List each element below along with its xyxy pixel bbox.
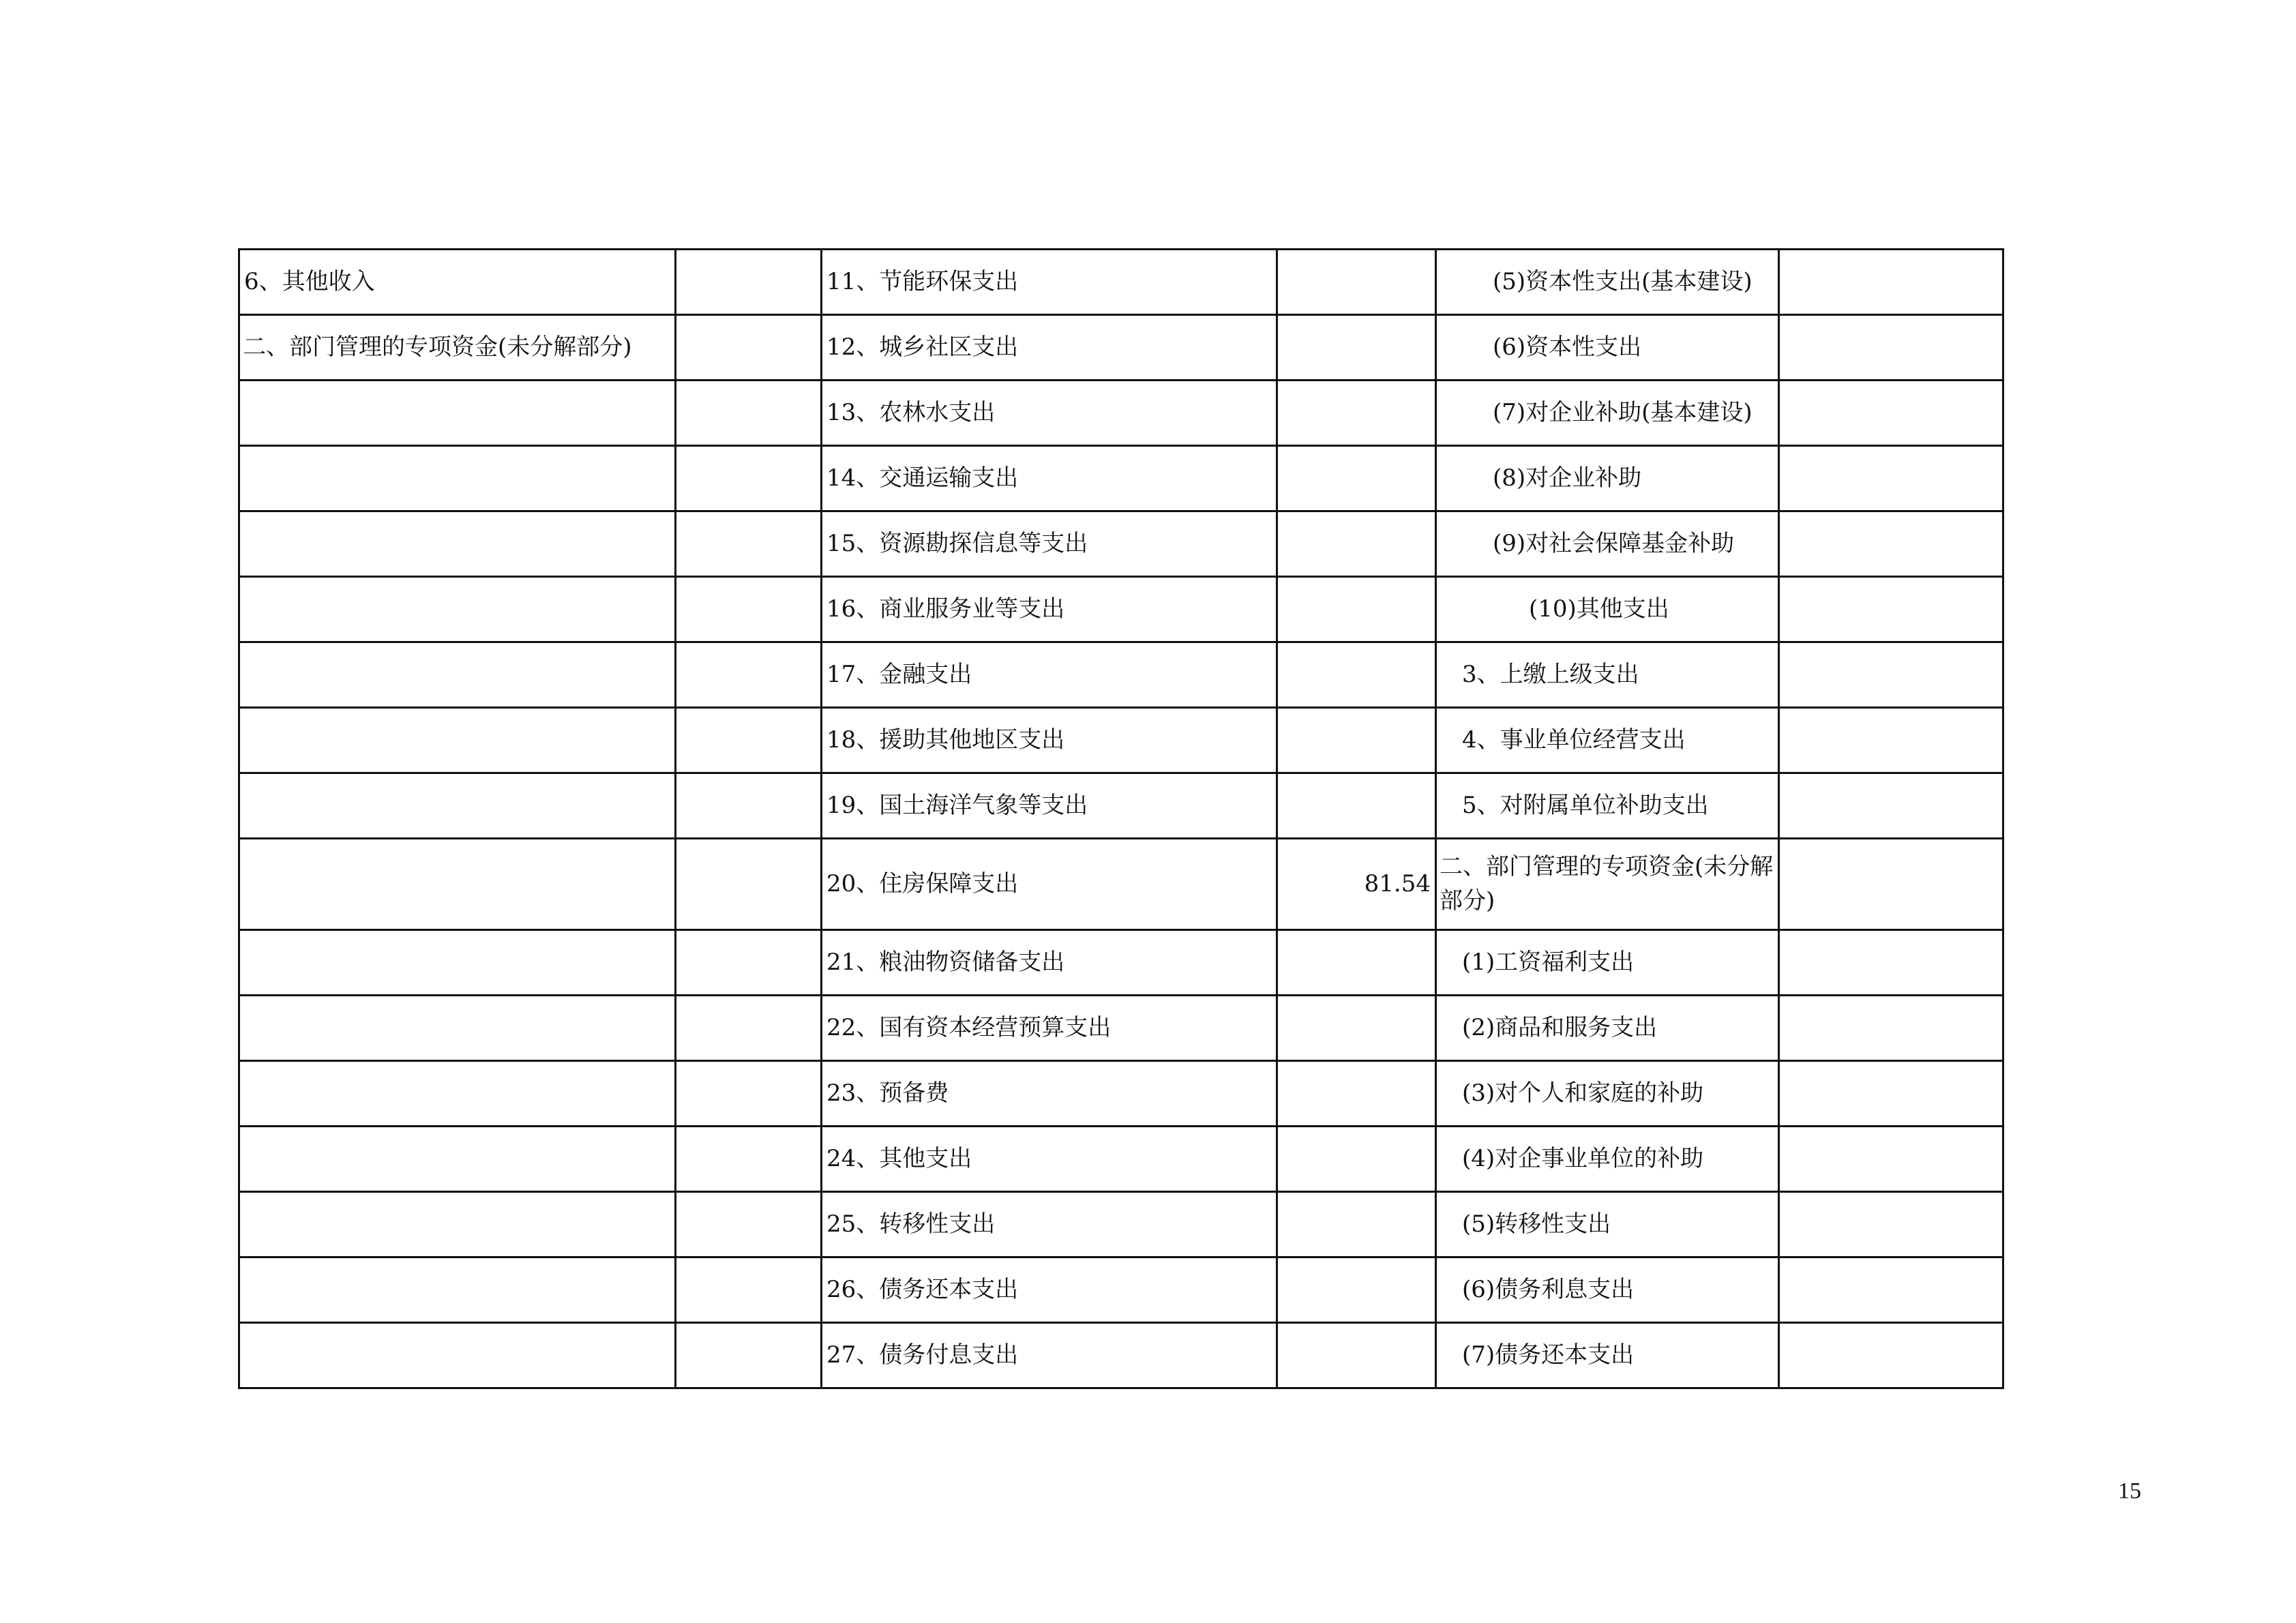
economic-item-cell: 二、部门管理的专项资金(未分解部分): [1436, 839, 1779, 930]
income-item-cell: 二、部门管理的专项资金(未分解部分): [239, 315, 676, 381]
income-amount-cell: [676, 773, 822, 839]
income-item-cell: [239, 1257, 676, 1323]
function-amount-cell: [1277, 1061, 1436, 1127]
economic-amount-cell: [1779, 1061, 2003, 1127]
function-item-cell: 27、债务付息支出: [822, 1323, 1277, 1388]
income-item-cell: [239, 511, 676, 577]
income-item-cell: [239, 642, 676, 708]
economic-amount-cell: [1779, 1257, 2003, 1323]
function-amount-cell: [1277, 1127, 1436, 1192]
income-amount-cell: [676, 1257, 822, 1323]
economic-amount-cell: [1779, 511, 2003, 577]
economic-item-cell: (7)债务还本支出: [1436, 1323, 1779, 1388]
table-row: [239, 1192, 2003, 1257]
function-item-cell: 11、节能环保支出: [822, 250, 1277, 315]
economic-item-cell: (6)资本性支出: [1436, 315, 1779, 381]
function-item-cell: 12、城乡社区支出: [822, 315, 1277, 381]
economic-item-cell: 4、事业单位经营支出: [1436, 708, 1779, 773]
function-amount-cell: [1277, 511, 1436, 577]
economic-item-cell: (10)其他支出: [1436, 577, 1779, 642]
income-item-cell: [239, 381, 676, 446]
income-item-cell: 6、其他收入: [239, 250, 676, 315]
economic-amount-cell: [1779, 773, 2003, 839]
economic-amount-cell: [1779, 1192, 2003, 1257]
table-row: [239, 996, 2003, 1061]
function-item-cell: 21、粮油物资储备支出: [822, 930, 1277, 996]
income-item-cell: [239, 930, 676, 996]
economic-amount-cell: [1779, 708, 2003, 773]
economic-item-cell: (9)对社会保障基金补助: [1436, 511, 1779, 577]
income-amount-cell: [676, 446, 822, 511]
economic-amount-cell: [1779, 930, 2003, 996]
table-row: [239, 250, 2003, 315]
economic-item-cell: (5)转移性支出: [1436, 1192, 1779, 1257]
income-item-cell: [239, 446, 676, 511]
function-amount-cell: [1277, 381, 1436, 446]
economic-amount-cell: [1779, 315, 2003, 381]
table-row: [239, 577, 2003, 642]
income-amount-cell: [676, 1192, 822, 1257]
table-row: [239, 773, 2003, 839]
income-amount-cell: [676, 315, 822, 381]
economic-item-cell: (1)工资福利支出: [1436, 930, 1779, 996]
income-amount-cell: [676, 996, 822, 1061]
table-row: [239, 1257, 2003, 1323]
income-item-cell: [239, 839, 676, 930]
table-row: [239, 446, 2003, 511]
income-amount-cell: [676, 1127, 822, 1192]
economic-amount-cell: [1779, 642, 2003, 708]
income-amount-cell: [676, 642, 822, 708]
income-item-cell: [239, 577, 676, 642]
function-amount-cell: [1277, 250, 1436, 315]
income-amount-cell: [676, 1323, 822, 1388]
function-item-cell: 13、农林水支出: [822, 381, 1277, 446]
economic-item-cell: (5)资本性支出(基本建设): [1436, 250, 1779, 315]
function-item-cell: 20、住房保障支出: [822, 839, 1277, 930]
economic-amount-cell: [1779, 381, 2003, 446]
function-item-cell: 17、金融支出: [822, 642, 1277, 708]
table-row: [239, 1127, 2003, 1192]
function-item-cell: 16、商业服务业等支出: [822, 577, 1277, 642]
budget-table-body: [239, 250, 2003, 1388]
function-item-cell: 18、援助其他地区支出: [822, 708, 1277, 773]
function-item-cell: 15、资源勘探信息等支出: [822, 511, 1277, 577]
function-amount-cell: [1277, 1257, 1436, 1323]
income-item-cell: [239, 1061, 676, 1127]
economic-item-cell: (3)对个人和家庭的补助: [1436, 1061, 1779, 1127]
economic-amount-cell: [1779, 1323, 2003, 1388]
function-amount-cell: [1277, 1192, 1436, 1257]
table-row: [239, 839, 2003, 930]
table-row: [239, 930, 2003, 996]
income-amount-cell: [676, 839, 822, 930]
income-item-cell: [239, 708, 676, 773]
function-amount-cell: [1277, 930, 1436, 996]
economic-item-cell: (7)对企业补助(基本建设): [1436, 381, 1779, 446]
economic-item-cell: 3、上缴上级支出: [1436, 642, 1779, 708]
function-amount-cell: [1277, 446, 1436, 511]
income-item-cell: [239, 1127, 676, 1192]
economic-item-cell: (8)对企业补助: [1436, 446, 1779, 511]
economic-amount-cell: [1779, 250, 2003, 315]
function-item-cell: 26、债务还本支出: [822, 1257, 1277, 1323]
income-item-cell: [239, 996, 676, 1061]
economic-amount-cell: [1779, 446, 2003, 511]
function-amount-cell: [1277, 708, 1436, 773]
table-row: [239, 1323, 2003, 1388]
income-amount-cell: [676, 250, 822, 315]
income-amount-cell: [676, 511, 822, 577]
table-row: [239, 708, 2003, 773]
function-amount-cell: [1277, 642, 1436, 708]
income-item-cell: [239, 1192, 676, 1257]
function-amount-cell: 81.54: [1277, 839, 1436, 930]
economic-item-cell: (4)对企事业单位的补助: [1436, 1127, 1779, 1192]
economic-amount-cell: [1779, 1127, 2003, 1192]
table-row: [239, 1061, 2003, 1127]
function-item-cell: 22、国有资本经营预算支出: [822, 996, 1277, 1061]
economic-item-cell: (6)债务利息支出: [1436, 1257, 1779, 1323]
table-row: [239, 511, 2003, 577]
economic-item-cell: (2)商品和服务支出: [1436, 996, 1779, 1061]
table-row: [239, 381, 2003, 446]
function-item-cell: 23、预备费: [822, 1061, 1277, 1127]
economic-item-cell: 5、对附属单位补助支出: [1436, 773, 1779, 839]
table-row: [239, 315, 2003, 381]
income-item-cell: [239, 773, 676, 839]
function-item-cell: 14、交通运输支出: [822, 446, 1277, 511]
function-amount-cell: [1277, 315, 1436, 381]
economic-amount-cell: [1779, 839, 2003, 930]
function-amount-cell: [1277, 773, 1436, 839]
function-amount-cell: [1277, 996, 1436, 1061]
page-number: 15: [2118, 1478, 2141, 1504]
function-item-cell: 24、其他支出: [822, 1127, 1277, 1192]
economic-amount-cell: [1779, 577, 2003, 642]
table-row: [239, 642, 2003, 708]
economic-amount-cell: [1779, 996, 2003, 1061]
function-amount-cell: [1277, 577, 1436, 642]
function-amount-cell: [1277, 1323, 1436, 1388]
income-amount-cell: [676, 577, 822, 642]
income-amount-cell: [676, 381, 822, 446]
budget-table: [238, 248, 2004, 1389]
function-item-cell: 25、转移性支出: [822, 1192, 1277, 1257]
income-amount-cell: [676, 1061, 822, 1127]
income-amount-cell: [676, 930, 822, 996]
function-item-cell: 19、国土海洋气象等支出: [822, 773, 1277, 839]
income-item-cell: [239, 1323, 676, 1388]
income-amount-cell: [676, 708, 822, 773]
